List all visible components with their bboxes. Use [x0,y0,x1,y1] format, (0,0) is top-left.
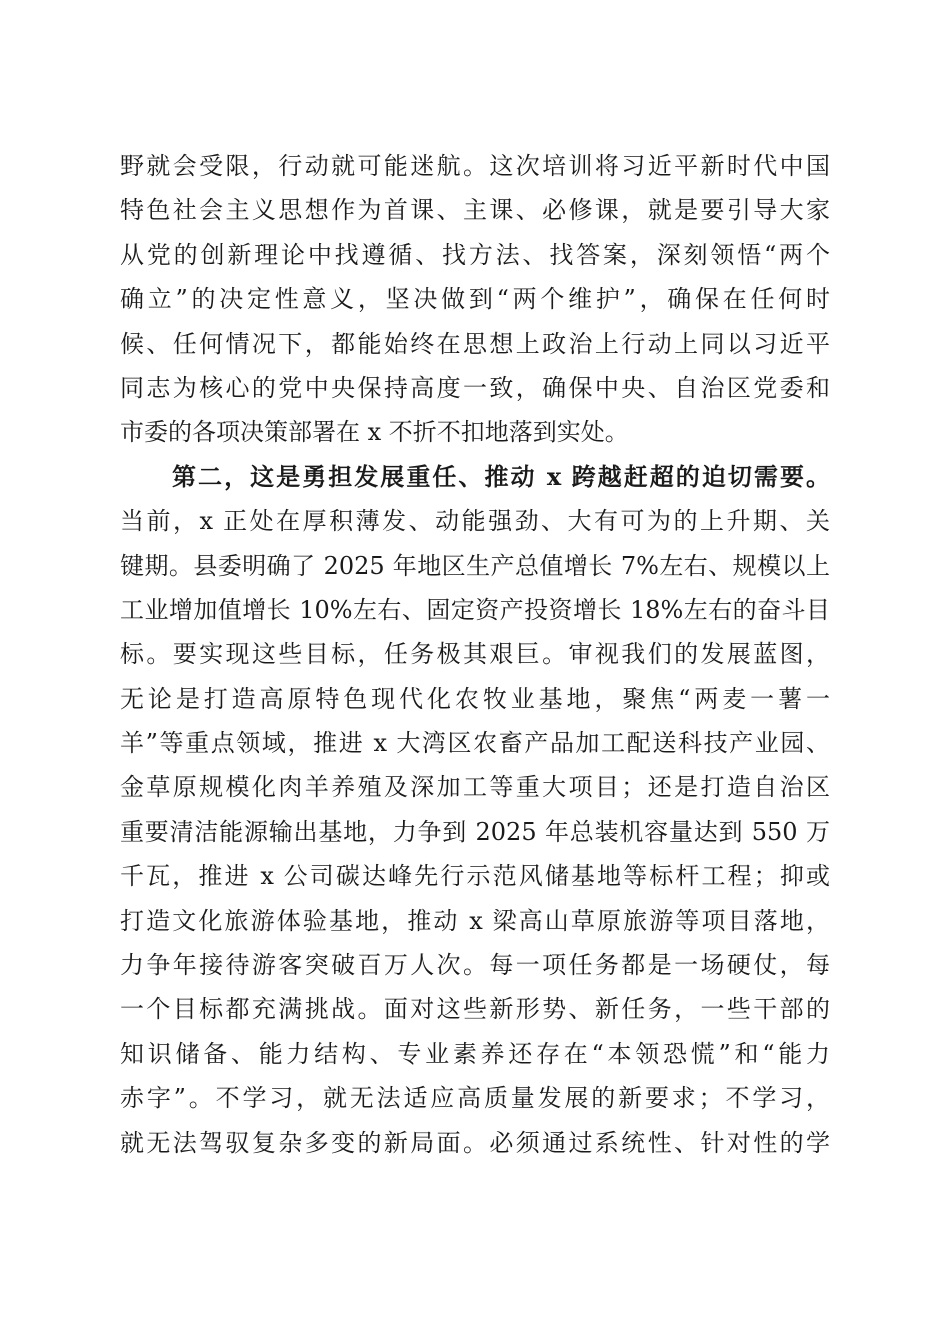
text-line: 重要清洁能源输出基地，力争到 2025 年总装机容量达到 550 万 [120,817,830,846]
document-body [120,144,830,1165]
text-line: 候、任何情况下，都能始终在思想上政治上行动上同以习近平 [120,329,830,358]
text-line: 无论是打造高原特色现代化农牧业基地，聚焦“两麦一薯一 [120,684,830,713]
paragraph-heading: 第二，这是勇担发展重任、推动 x 跨越赶超的迫切需要。 [172,461,830,491]
text-line: 标。要实现这些目标，任务极其艰巨。审视我们的发展蓝图， [120,640,830,669]
text-line: 力争年接待游客突破百万人次。每一项任务都是一场硬仗，每 [120,951,830,980]
text-line: 千瓦，推进 x 公司碳达峰先行示范风储基地等标杆工程；抑或 [120,862,830,891]
paragraph-1 [120,144,830,455]
text-line: 工业增加值增长 10%左右、固定资产投资增长 18%左右的奋斗目 [120,595,830,624]
text-line: 赤字”。不学习，就无法适应高质量发展的新要求；不学习， [120,1084,830,1113]
text-line: 金草原规模化肉羊养殖及深加工等重大项目；还是打造自治区 [120,773,830,802]
paragraph-2 [120,455,830,1165]
text-line: 特色社会主义思想作为首课、主课、必修课，就是要引导大家 [120,196,830,225]
text-line: 当前，x 正处在厚积薄发、动能强劲、大有可为的上升期、关 [120,507,830,536]
text-line: 打造文化旅游体验基地，推动 x 梁高山草原旅游等项目落地， [120,906,830,935]
text-line: 市委的各项决策部署在 x 不折不扣地落到实处。 [120,418,629,447]
text-line: 同志为核心的党中央保持高度一致，确保中央、自治区党委和 [120,373,830,402]
text-line: 羊”等重点领域，推进 x 大湾区农畜产品加工配送科技产业园、 [120,729,830,758]
text-line: 确立”的决定性意义，坚决做到“两个维护”，确保在任何时 [120,285,830,314]
text-line: 一个目标都充满挑战。面对这些新形势、新任务，一些干部的 [120,995,830,1024]
text-line: 野就会受限，行动就可能迷航。这次培训将习近平新时代中国 [120,152,830,180]
text-line: 从党的创新理论中找遵循、找方法、找答案，深刻领悟“两个 [120,240,830,269]
text-line: 知识储备、能力结构、专业素养还存在“本领恐慌”和“能力 [120,1039,830,1068]
text-line: 键期。县委明确了 2025 年地区生产总值增长 7%左右、规模以上 [120,551,830,580]
text-line: 就无法驾驭复杂多变的新局面。必须通过系统性、针对性的学 [120,1128,830,1157]
